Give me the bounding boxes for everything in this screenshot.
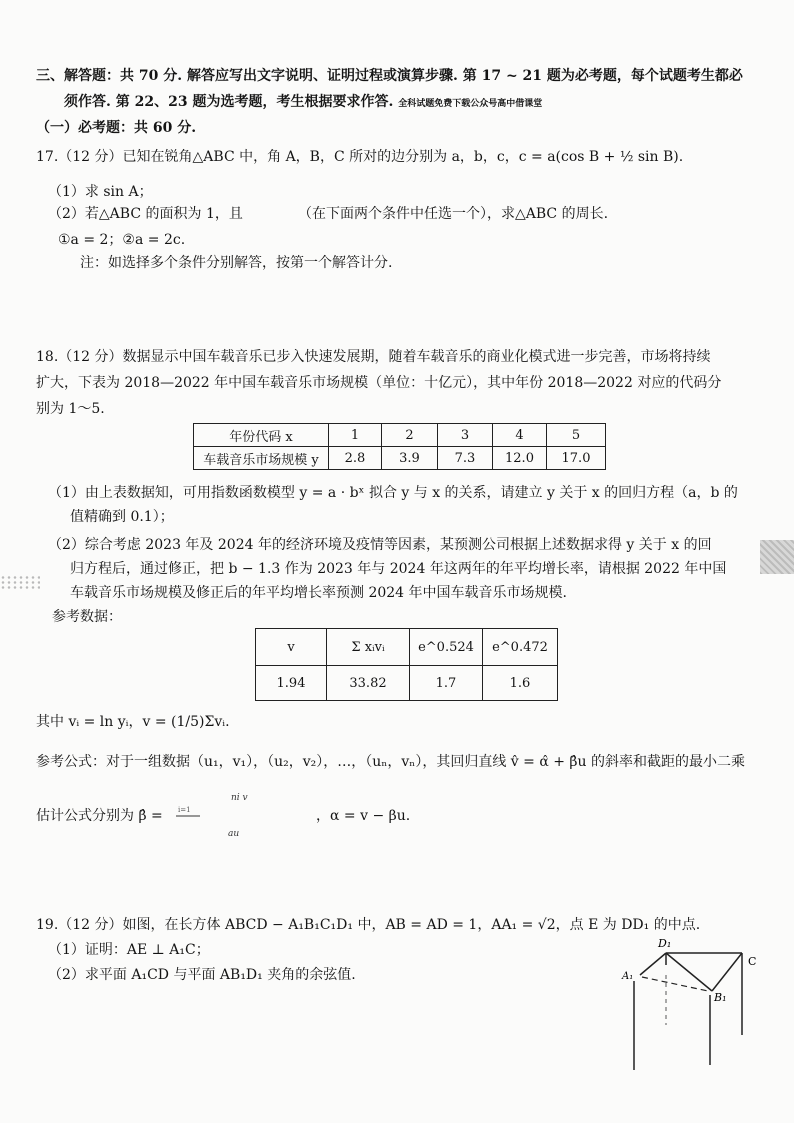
table-cell: 2.8	[329, 447, 382, 470]
table-row	[256, 666, 558, 701]
table-cell: 3.9	[382, 447, 438, 470]
q17-stem: 17.（12 分）已知在锐角△ABC 中，角 A，B，C 所对的边分别为 a，b，c，c = a(cos B + ½ sin B).	[36, 149, 684, 165]
table-cell: 3	[438, 424, 493, 447]
q18-part2c: 车载音乐市场规模及修正后的年平均增长率预测 2024 年中国车载音乐市场规模.	[70, 585, 567, 601]
table-cell: 7.3	[438, 447, 493, 470]
q18-part1b: 值精确到 0.1）；	[70, 509, 174, 525]
table-cell: 1.7	[410, 666, 483, 701]
table-cell: Σ xᵢvᵢ	[327, 629, 410, 666]
table-cell: 17.0	[547, 447, 606, 470]
table-cell: 2	[382, 424, 438, 447]
scan-noise	[0, 575, 40, 589]
table-cell: 1.94	[256, 666, 327, 701]
q19-stem: 19.（12 分）如图，在长方体 ABCD − A₁B₁C₁D₁ 中，AB = AD = 1，AA₁ = √2，点 E 为 DD₁ 的中点.	[36, 917, 701, 933]
q18-line3: 别为 1～5.	[36, 401, 105, 417]
table-cell: 车载音乐市场规模 y	[194, 447, 329, 470]
q18-part2a: （2）综合考虑 2023 年及 2024 年的经济环境及疫情等因素，某预测公司根据上述数据求得 y 关于 x 的回	[48, 537, 712, 553]
table-cell: 1.6	[483, 666, 558, 701]
cuboid-figure	[620, 935, 780, 1075]
q17-part2b: （在下面两个条件中任选一个），求△ABC 的周长.	[298, 206, 609, 222]
market-size-table	[193, 423, 606, 470]
label-a1: A₁	[622, 971, 634, 982]
q18-line2: 扩大，下表为 2018—2022 年中国车载音乐市场规模（单位：十亿元），其中年份 2018—2022 对应的代码分	[36, 375, 722, 391]
section3-line1: 三、解答题：共 70 分. 解答应写出文字说明、证明过程或演算步骤. 第 17 ~ 21 题为必考题，每个试题考生都必	[36, 68, 743, 84]
table-cell: e^0.524	[410, 629, 483, 666]
label-b1: B₁	[714, 991, 727, 1004]
table-cell: 33.82	[327, 666, 410, 701]
table-cell: v	[256, 629, 327, 666]
label-c1: C	[748, 955, 757, 968]
svg-text:i=1: i=1	[178, 806, 191, 814]
table-row	[194, 447, 606, 470]
q19-part1: （1）证明：AE ⊥ A₁C；	[48, 942, 210, 958]
scan-smudge	[760, 540, 794, 574]
table-cell: 5	[547, 424, 606, 447]
q18-formula-line1: 参考公式：对于一组数据（u₁，v₁），（u₂，v₂），…，（uₙ，vₙ），其回归直线 v̂ = α̂ + β̂u 的斜率和截距的最小二乘	[36, 754, 745, 770]
section3-line2	[64, 92, 542, 114]
table-cell: 1	[329, 424, 382, 447]
table-cell: 4	[493, 424, 547, 447]
section3-part1: （一）必考题：共 60 分.	[36, 120, 197, 136]
label-d1: D₁	[658, 937, 672, 950]
q18-where: 其中 vᵢ = ln yᵢ，v = (1/5)Σvᵢ.	[36, 714, 230, 730]
q17-part1: （1）求 sin A；	[48, 184, 153, 200]
svg-text:ni v: ni v	[231, 793, 248, 803]
q18-formula-line3: ，α = v − βu.	[316, 808, 411, 824]
q18-part2b: 归方程后，通过修正，把 b − 1.3 作为 2023 年与 2024 年这两年的年平均增长率，请根据 2022 年中国	[70, 561, 727, 577]
q17-part2a: （2）若△ABC 的面积为 1，且	[48, 206, 243, 222]
table-cell: 12.0	[493, 447, 547, 470]
q18-formula-line2: 估计公式分别为 β̂ =	[36, 808, 163, 824]
reference-data-table	[255, 628, 558, 701]
table-cell: e^0.472	[483, 629, 558, 666]
q17-note: 注：如选择多个条件分别解答，按第一个解答计分.	[80, 255, 393, 271]
beta-fraction-figure	[176, 790, 316, 840]
watermark-note: 全科试题免费下载公众号高中借课堂	[398, 99, 543, 109]
q17-conditions: ①a = 2；②a = 2c.	[58, 232, 186, 248]
q19-part2: （2）求平面 A₁CD 与平面 AB₁D₁ 夹角的余弦值.	[48, 967, 356, 983]
table-cell: 年份代码 x	[194, 424, 329, 447]
q18-ref-label: 参考数据：	[52, 609, 122, 625]
table-row	[256, 629, 558, 666]
table-row	[194, 424, 606, 447]
svg-text:au: au	[228, 829, 240, 839]
q18-part1a: （1）由上表数据知，可用指数函数模型 y = a · bˣ 拟合 y 与 x 的关系，请建立 y 关于 x 的回归方程（a，b 的	[48, 485, 738, 501]
q18-line1: 18.（12 分）数据显示中国车载音乐已步入快速发展期，随着车载音乐的商业化模式进一步完善，市场将持续	[36, 349, 711, 365]
section3-line2-text: 须作答. 第 22、23 题为选考题，考生根据要求作答.	[64, 94, 394, 110]
